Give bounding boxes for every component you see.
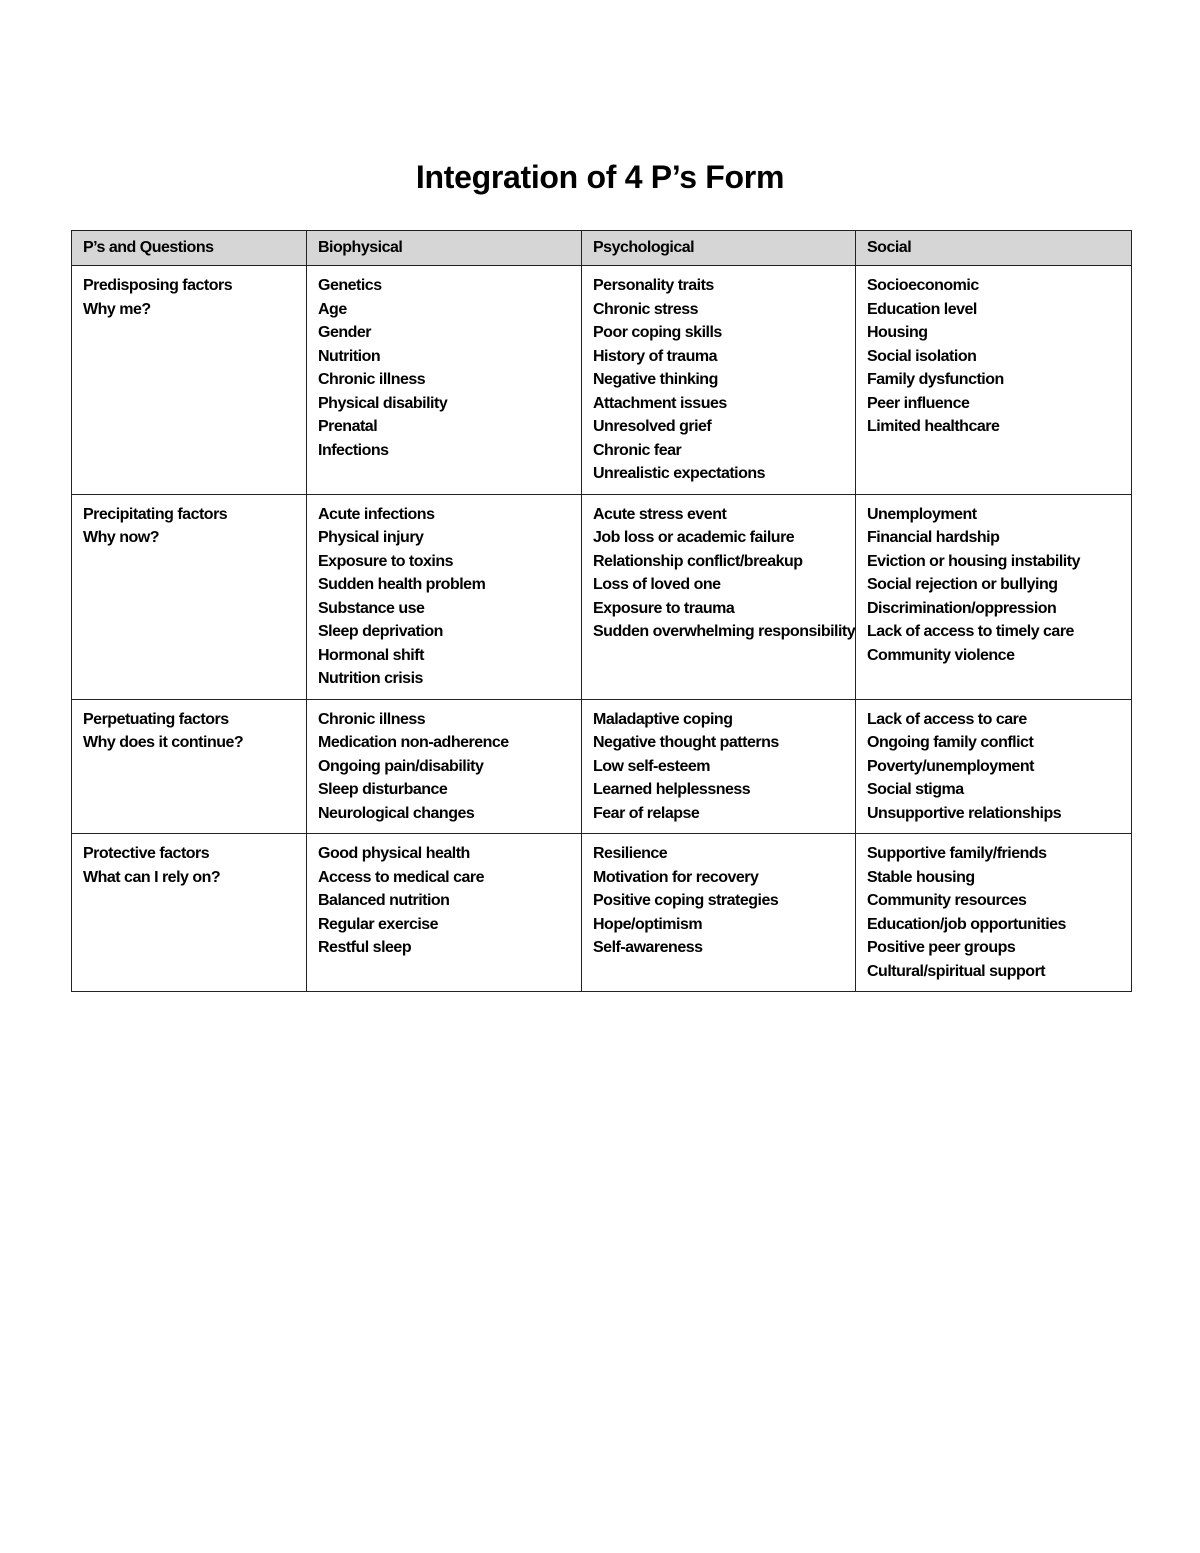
header-psychological: Psychological	[582, 231, 856, 266]
biophysical-item: Nutrition crisis	[318, 670, 423, 687]
psychological-item: Learned helplessness	[593, 781, 751, 798]
social-item: Community resources	[867, 892, 1027, 909]
biophysical-item: Acute infections	[318, 505, 435, 523]
table-row-protective-factors	[72, 834, 1132, 992]
biophysical-item: Regular exercise	[318, 915, 439, 933]
psychological-item: Exposure to trauma	[593, 599, 735, 617]
biophysical-item: Good physical health	[318, 845, 470, 862]
psychological-item: Negative thinking	[593, 371, 718, 388]
social-item: Supportive family/friends	[867, 845, 1047, 862]
biophysical-item: Restful sleep	[318, 939, 412, 956]
biophysical-cell	[307, 266, 582, 495]
biophysical-item: Physical disability	[318, 394, 448, 412]
social-item: Financial hardship	[867, 529, 1000, 546]
social-item: Social stigma	[867, 781, 964, 798]
biophysical-item: Prenatal	[318, 418, 378, 435]
social-item: Ongoing family conflict	[867, 734, 1034, 751]
factor-question: Why now?	[83, 529, 159, 546]
psychological-item: Poor coping skills	[593, 324, 722, 341]
social-cell	[856, 494, 1132, 699]
biophysical-item: Access to medical care	[318, 868, 484, 886]
biophysical-item: Exposure to toxins	[318, 552, 454, 570]
biophysical-item: Neurological changes	[318, 804, 475, 822]
social-item: Cultural/spiritual support	[867, 962, 1046, 980]
social-item: Community violence	[867, 646, 1015, 664]
psychological-item: Maladaptive coping	[593, 710, 733, 728]
psychological-item: Low self-esteem	[593, 757, 710, 775]
factor-name: Perpetuating factors	[83, 710, 229, 728]
psychological-cell	[582, 494, 856, 699]
biophysical-item: Balanced nutrition	[318, 892, 450, 909]
biophysical-item: Hormonal shift	[318, 646, 424, 664]
factor-name: Precipitating factors	[83, 505, 228, 523]
social-item: Poverty/unemployment	[867, 757, 1034, 775]
biophysical-item: Substance use	[318, 599, 425, 617]
social-item: Unsupportive relationships	[867, 804, 1062, 822]
social-cell	[856, 834, 1132, 992]
psychological-item: Loss of loved one	[593, 576, 721, 593]
social-item: Positive peer groups	[867, 939, 1016, 956]
factor-question: Why does it continue?	[83, 734, 244, 751]
social-item: Education level	[867, 300, 977, 318]
psychological-item: Self-awareness	[593, 939, 703, 956]
psychological-cell	[582, 834, 856, 992]
biophysical-item: Medication non-adherence	[318, 734, 509, 751]
psychological-item: Chronic fear	[593, 441, 682, 459]
social-item: Eviction or housing instability	[867, 552, 1080, 570]
biophysical-item: Physical injury	[318, 529, 424, 546]
factor-cell	[72, 266, 307, 495]
biophysical-item: Genetics	[318, 277, 382, 294]
social-cell	[856, 699, 1132, 834]
psychological-item: Acute stress event	[593, 505, 727, 523]
psychological-item: History of trauma	[593, 347, 717, 365]
social-item: Unemployment	[867, 505, 977, 523]
psychological-item: Job loss or academic failure	[593, 529, 795, 546]
factor-cell	[72, 834, 307, 992]
psychological-cell	[582, 266, 856, 495]
psychological-item: Hope/optimism	[593, 915, 703, 933]
biophysical-item: Sudden health problem	[318, 576, 486, 593]
biophysical-cell	[307, 834, 582, 992]
biophysical-item: Gender	[318, 324, 372, 341]
header-social: Social	[856, 231, 1132, 266]
psychological-item: Relationship conflict/breakup	[593, 552, 803, 570]
factor-name: Predisposing factors	[83, 277, 233, 294]
table-body	[72, 266, 1132, 992]
social-item: Family dysfunction	[867, 371, 1004, 388]
page-title: Integration of 4 P’s Form	[415, 159, 785, 195]
factor-question: Why me?	[83, 300, 151, 318]
biophysical-item: Ongoing pain/disability	[318, 757, 484, 775]
factor-question: What can I rely on?	[83, 868, 221, 886]
psychological-item: Unrealistic expectations	[593, 465, 766, 482]
psychological-item: Fear of relapse	[593, 804, 700, 822]
psychological-cell	[582, 699, 856, 834]
biophysical-item: Sleep deprivation	[318, 623, 443, 640]
biophysical-cell	[307, 494, 582, 699]
biophysical-item: Chronic illness	[318, 710, 426, 728]
social-item: Lack of access to timely care	[867, 623, 1074, 640]
biophysical-item: Sleep disturbance	[318, 781, 448, 798]
psychological-item: Positive coping strategies	[593, 892, 779, 909]
social-item: Social isolation	[867, 347, 977, 365]
social-cell	[856, 266, 1132, 495]
psychological-item: Resilience	[593, 845, 668, 862]
table-row-precipitating-factors	[72, 494, 1132, 699]
social-item: Socioeconomic	[867, 277, 979, 294]
biophysical-item: Infections	[318, 441, 389, 459]
biophysical-item: Nutrition	[318, 347, 381, 365]
social-item: Stable housing	[867, 868, 975, 886]
table-header-row	[72, 231, 1132, 266]
psychological-item: Chronic stress	[593, 300, 699, 318]
social-item: Education/job opportunities	[867, 915, 1066, 933]
table-row-perpetuating-factors	[72, 699, 1132, 834]
header-ps-and-questions: P’s and Questions	[72, 231, 307, 266]
biophysical-cell	[307, 699, 582, 834]
psychological-item: Motivation for recovery	[593, 868, 759, 886]
factor-name: Protective factors	[83, 845, 210, 862]
table-row-predisposing-factors	[72, 266, 1132, 495]
social-item: Peer influence	[867, 394, 970, 412]
four-ps-table	[71, 230, 1132, 992]
social-item: Limited healthcare	[867, 418, 1000, 435]
psychological-item: Unresolved grief	[593, 418, 712, 435]
biophysical-item: Age	[318, 300, 347, 318]
psychological-item: Personality traits	[593, 277, 714, 294]
factor-cell	[72, 494, 307, 699]
header-biophysical: Biophysical	[307, 231, 582, 266]
psychological-item: Negative thought patterns	[593, 734, 779, 751]
social-item: Discrimination/oppression	[867, 599, 1057, 617]
social-item: Social rejection or bullying	[867, 576, 1058, 593]
factor-cell	[72, 699, 307, 834]
biophysical-item: Chronic illness	[318, 371, 426, 388]
social-item: Housing	[867, 324, 928, 341]
psychological-item: Attachment issues	[593, 394, 727, 412]
psychological-item: Sudden overwhelming responsibility	[593, 623, 856, 640]
social-item: Lack of access to care	[867, 710, 1027, 728]
